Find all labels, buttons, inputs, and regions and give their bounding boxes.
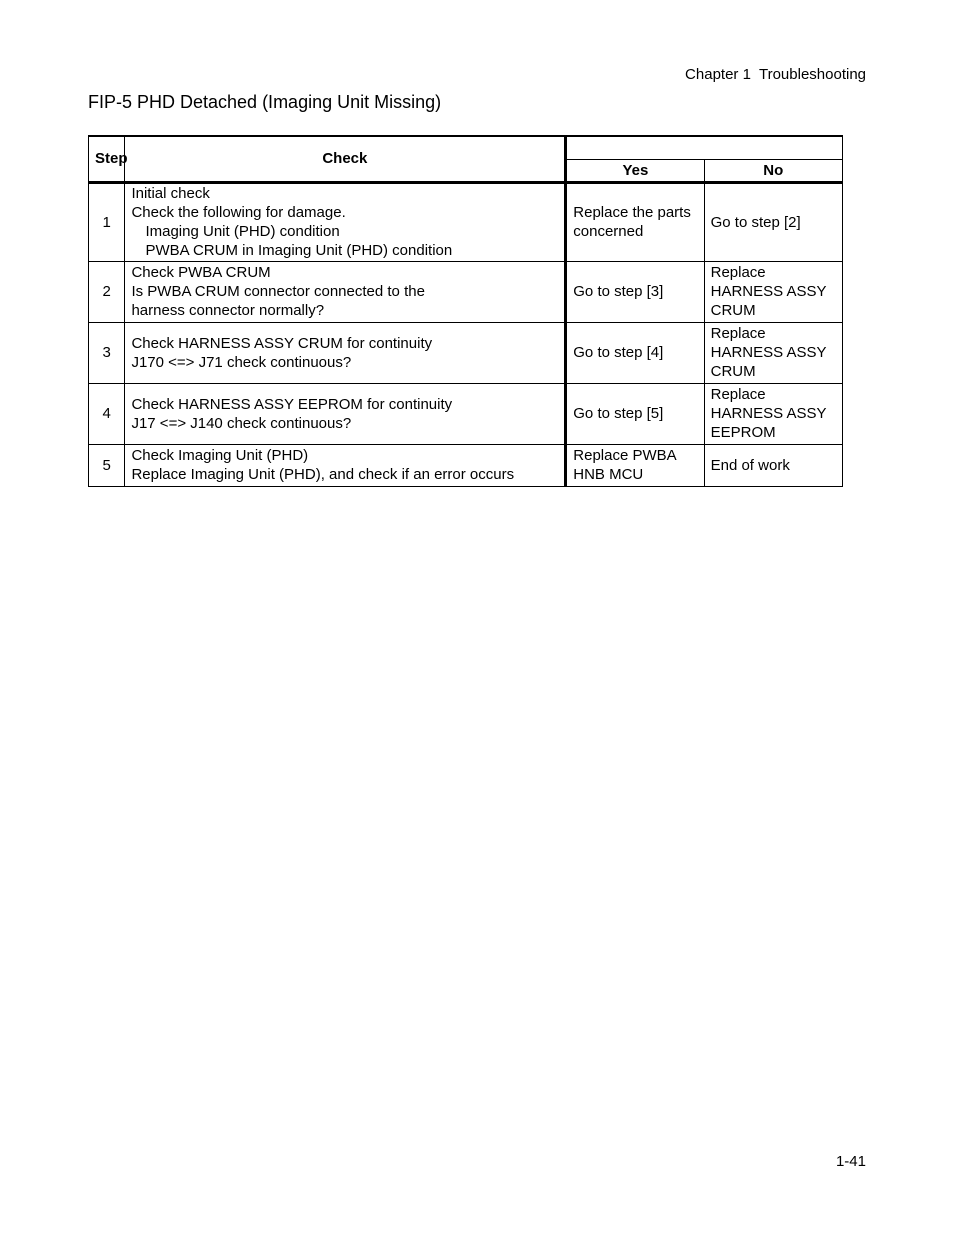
table-row xyxy=(89,182,843,261)
no-cell xyxy=(704,261,842,322)
no-line: Replace xyxy=(710,386,766,403)
check-line: Initial check xyxy=(131,185,210,202)
check-cell xyxy=(125,261,566,322)
step-number: 3 xyxy=(89,322,125,383)
check-line: J170 <=> J71 check continuous? xyxy=(131,353,352,371)
check-line: Imaging Unit (PHD) condition xyxy=(145,223,340,240)
no-line: Replace xyxy=(710,325,766,342)
header-yes: Yes xyxy=(566,159,704,182)
yes-cell xyxy=(566,182,704,261)
yes-cell xyxy=(566,261,704,322)
no-line: HARNESS ASSY xyxy=(710,283,827,300)
yes-cell xyxy=(566,322,704,383)
no-cell xyxy=(704,383,842,444)
no-line: CRUM xyxy=(710,302,756,319)
yes-cell xyxy=(566,444,704,486)
yes-line: HNB MCU xyxy=(573,466,644,483)
step-number: 1 xyxy=(89,182,125,261)
no-line: HARNESS ASSY xyxy=(710,344,827,361)
step-number: 5 xyxy=(89,444,125,486)
yes-line: Replace PWBA xyxy=(573,447,677,464)
no-line: Replace xyxy=(710,264,766,281)
check-cell xyxy=(125,182,566,261)
page-title: FIP-5 PHD Detached (Imaging Unit Missing) xyxy=(88,92,442,112)
yes-line: Go to step [5] xyxy=(573,405,664,422)
header-check: Check xyxy=(125,136,566,182)
no-line: End of work xyxy=(710,456,790,474)
table-row xyxy=(89,322,843,383)
header-result-group xyxy=(566,136,843,159)
check-line: Check HARNESS ASSY EEPROM for continuity xyxy=(131,395,453,413)
chapter-header: Chapter 1 Troubleshooting xyxy=(685,66,866,83)
table-row xyxy=(89,444,843,486)
check-line: PWBA CRUM in Imaging Unit (PHD) condition xyxy=(145,242,453,259)
no-line: CRUM xyxy=(710,363,756,380)
no-line: HARNESS ASSY xyxy=(710,405,827,422)
no-cell xyxy=(704,182,842,261)
no-line: Go to step [2] xyxy=(710,213,801,231)
yes-line: Replace the parts xyxy=(573,204,691,221)
check-line: Is PWBA CRUM connector connected to the xyxy=(131,283,425,300)
table-row xyxy=(89,383,843,444)
check-cell xyxy=(125,444,566,486)
no-cell xyxy=(704,444,842,486)
check-line: harness connector normally? xyxy=(131,302,325,319)
check-line: Replace Imaging Unit (PHD), and check if an error occurs xyxy=(131,466,515,483)
check-line: Check Imaging Unit (PHD) xyxy=(131,447,309,464)
no-line: EEPROM xyxy=(710,424,776,441)
yes-cell xyxy=(566,383,704,444)
step-number: 2 xyxy=(89,261,125,322)
check-line: J17 <=> J140 check continuous? xyxy=(131,414,352,432)
yes-line: Go to step [4] xyxy=(573,344,664,361)
check-line: Check HARNESS ASSY CRUM for continuity xyxy=(131,334,433,352)
header-step: Step xyxy=(89,136,125,182)
check-cell xyxy=(125,322,566,383)
check-line: Check PWBA CRUM xyxy=(131,264,271,281)
no-cell xyxy=(704,322,842,383)
yes-line: concerned xyxy=(573,223,644,240)
check-cell xyxy=(125,383,566,444)
step-number: 4 xyxy=(89,383,125,444)
header-no: No xyxy=(704,159,842,182)
yes-line: Go to step [3] xyxy=(573,283,664,300)
troubleshooting-table xyxy=(88,135,843,487)
page-number: 1-41 xyxy=(835,1153,866,1170)
check-line: Check the following for damage. xyxy=(131,204,346,221)
table-row xyxy=(89,261,843,322)
